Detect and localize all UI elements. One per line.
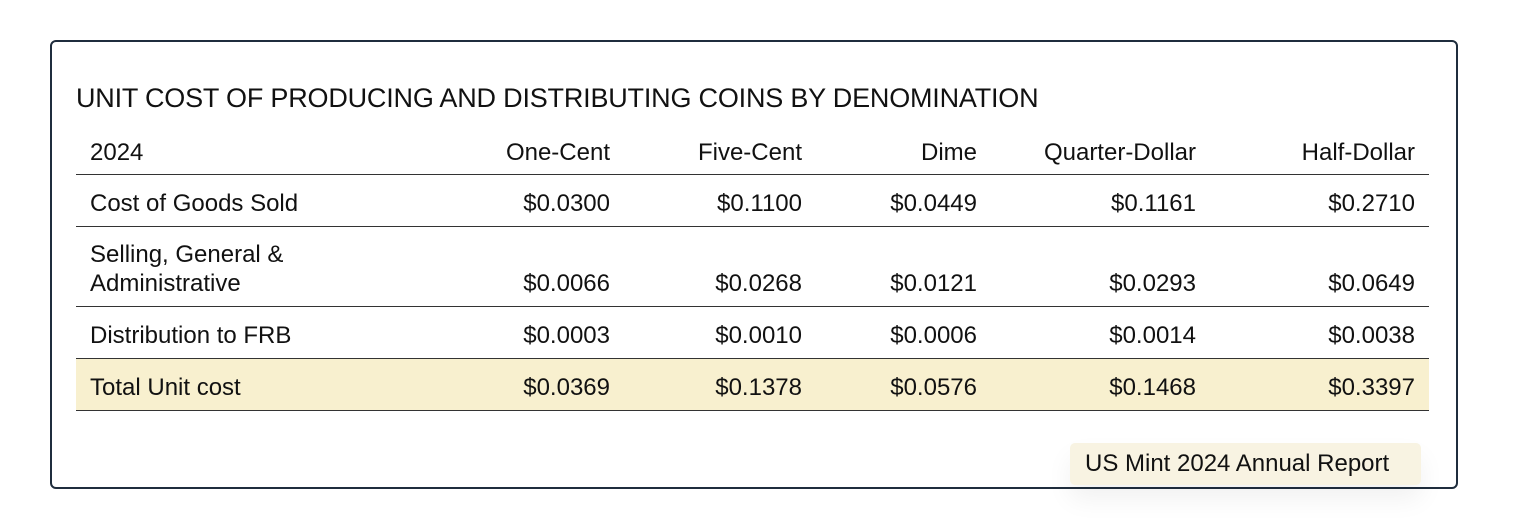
column-header-one-cent: One-Cent bbox=[421, 130, 624, 174]
table-cell: $0.0293 bbox=[991, 226, 1210, 306]
table-cell: $0.0010 bbox=[624, 306, 816, 358]
table-cell: $0.0003 bbox=[421, 306, 624, 358]
table-cell: $0.2710 bbox=[1210, 174, 1429, 226]
total-cell: $0.0576 bbox=[816, 358, 991, 410]
row-label: Selling, General & Administrative bbox=[76, 226, 421, 306]
total-row-label: Total Unit cost bbox=[76, 358, 421, 410]
row-label: Distribution to FRB bbox=[76, 306, 421, 358]
total-row bbox=[76, 358, 1429, 410]
column-header-half-dollar: Half-Dollar bbox=[1210, 130, 1429, 174]
table-cell: $0.0006 bbox=[816, 306, 991, 358]
report-card bbox=[50, 40, 1458, 489]
table-row bbox=[76, 306, 1429, 358]
table-row bbox=[76, 226, 1429, 306]
table-cell: $0.0649 bbox=[1210, 226, 1429, 306]
table-row bbox=[76, 174, 1429, 226]
total-cell: $0.3397 bbox=[1210, 358, 1429, 410]
table-cell: $0.0038 bbox=[1210, 306, 1429, 358]
column-header-quarter-dollar: Quarter-Dollar bbox=[991, 130, 1210, 174]
table-cell: $0.1161 bbox=[991, 174, 1210, 226]
column-header-five-cent: Five-Cent bbox=[624, 130, 816, 174]
table-title: UNIT COST OF PRODUCING AND DISTRIBUTING COINS BY DENOMINATION bbox=[76, 83, 1039, 113]
row-label: Cost of Goods Sold bbox=[76, 174, 421, 226]
unit-cost-table bbox=[76, 130, 1429, 411]
column-header-dime: Dime bbox=[816, 130, 991, 174]
table-cell: $0.0449 bbox=[816, 174, 991, 226]
source-badge: US Mint 2024 Annual Report bbox=[1070, 443, 1421, 485]
table-cell: $0.0268 bbox=[624, 226, 816, 306]
table-cell: $0.0300 bbox=[421, 174, 624, 226]
total-cell: $0.1378 bbox=[624, 358, 816, 410]
table-cell: $0.0066 bbox=[421, 226, 624, 306]
table-cell: $0.0121 bbox=[816, 226, 991, 306]
year-header: 2024 bbox=[76, 130, 421, 174]
table-cell: $0.1100 bbox=[624, 174, 816, 226]
table-cell: $0.0014 bbox=[991, 306, 1210, 358]
total-cell: $0.0369 bbox=[421, 358, 624, 410]
total-cell: $0.1468 bbox=[991, 358, 1210, 410]
table-header-row bbox=[76, 130, 1429, 174]
